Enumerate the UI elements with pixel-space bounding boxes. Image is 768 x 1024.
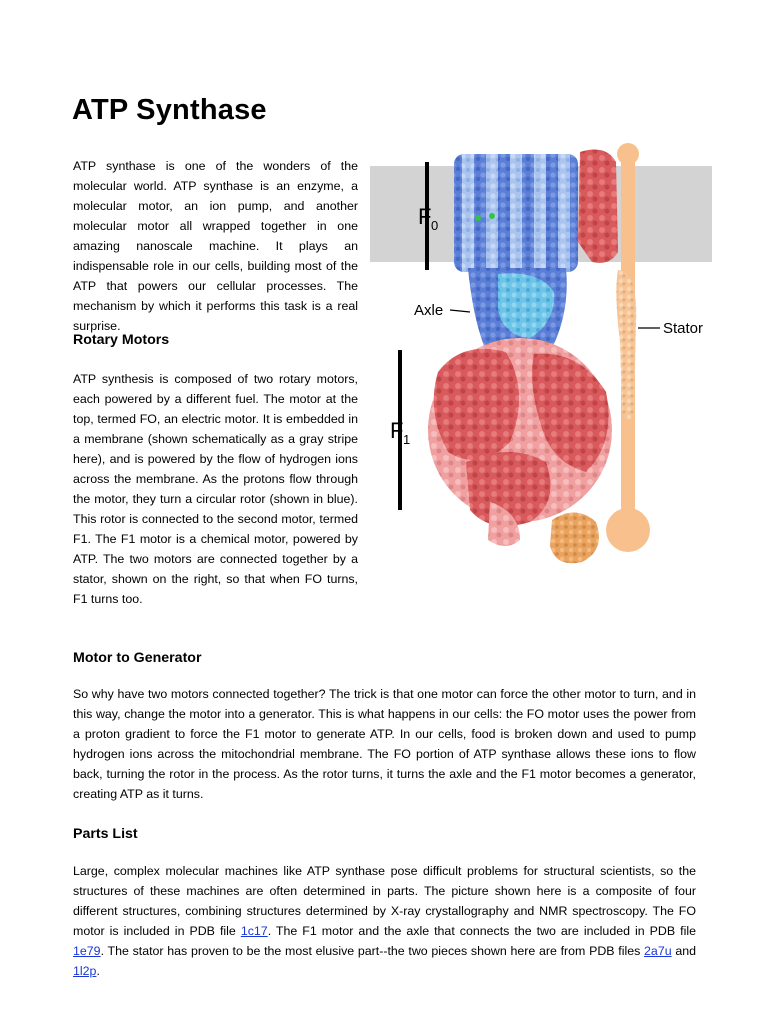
- stator-bottom-knob: [606, 508, 650, 552]
- f0-subunit-a: [578, 150, 618, 263]
- stator-peripheral: [616, 270, 636, 420]
- parts-text-3: . The stator has proven to be the most elusive part--the two pieces shown here are from PDB files: [100, 944, 645, 958]
- atp-synthase-figure: [370, 142, 712, 586]
- f1-label: F: [390, 418, 404, 443]
- pdb-link-1e79[interactable]: 1e79: [73, 944, 101, 958]
- f0-label-subscript: 0: [431, 218, 439, 233]
- parts-text-4: and: [671, 944, 696, 958]
- parts-list-paragraph: [73, 861, 696, 981]
- intro-paragraph: ATP synthase is one of the wonders of the molecular world. ATP synthase is an enzyme, a molecular motor, an ion pump, and another molecular motor all wrapped together in one amazing nanoscale machine. It plays an indispensable role in our cells, building most of the ATP that powers our cellular processes. The mechanism by which it performs this task is a real surprise.: [73, 159, 358, 333]
- axle-label: Axle: [414, 302, 444, 319]
- parts-text-5: .: [96, 964, 100, 978]
- parts-list-heading: Parts List: [73, 826, 138, 842]
- pdb-link-2a7u[interactable]: 2a7u: [644, 944, 672, 958]
- f1-label-subscript: 1: [403, 432, 411, 447]
- parts-text-2: . The F1 motor and the axle that connects the two are included in PDB file: [267, 924, 696, 938]
- page-title: ATP Synthase: [72, 94, 267, 126]
- f0-rotor: [454, 154, 578, 272]
- rotary-motors-paragraph: ATP synthesis is composed of two rotary motors, each powered by a different fuel. The motor at the top, termed FO, an electric motor. It is embedded in a membrane (shown schematically as a gray stripe here), and is powered by the flow of hydrogen ions across the membrane. As the protons flow through the motor, they turn a circular rotor (shown in blue). This rotor is connected to the second motor, termed F1. The F1 motor is a chemical motor, powered by ATP. The two motors are connected together by a stator, shown on the right, so that when FO turns, F1 turns too.: [73, 372, 358, 606]
- stator-delta-subunit: [550, 512, 599, 563]
- axle-pointer: [450, 310, 470, 312]
- pdb-link-1l2p[interactable]: 1l2p: [73, 964, 97, 978]
- rotary-motors-heading: Rotary Motors: [73, 332, 170, 348]
- motor-to-generator-paragraph: So why have two motors connected together? The trick is that one motor can force the other motor to turn, and in this way, change the motor into a generator. This is what happens in our cells: the FO motor uses the power from a proton gradient to force the F1 motor to generate ATP. In our cells, food is broken down and used to pump hydrogen ions across the mitochondrial membrane. The FO portion of ATP synthase allows these ions to flow back, turning the rotor in the process. As the rotor turns, it turns the axle and the F1 motor becomes a generator, creating ATP as it turns.: [73, 687, 696, 801]
- parts-text-1: Large, complex molecular machines like ATP synthase pose difficult problems for structural scientists, so the structures of these machines are often determined in parts. The picture shown here is a composite of four different structures, combining structures determined by X-ray crystallography and NMR spectroscopy. The FO motor is included in PDB file: [73, 864, 696, 938]
- stator-top-knob: [617, 143, 639, 165]
- stator-label: Stator: [663, 320, 704, 337]
- pdb-link-1c17[interactable]: 1c17: [240, 924, 268, 938]
- motor-to-generator-heading: Motor to Generator: [73, 650, 202, 666]
- f0-label: F: [418, 204, 432, 229]
